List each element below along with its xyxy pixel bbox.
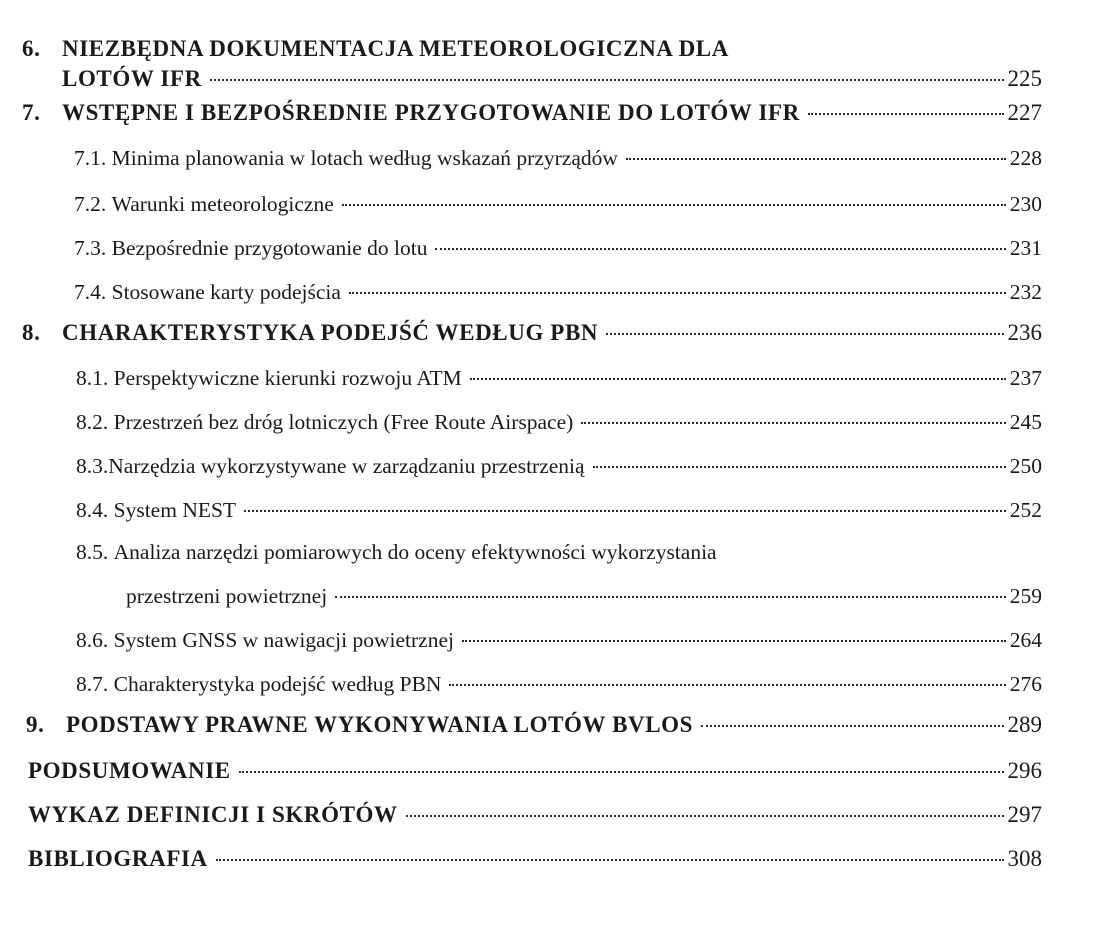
toc-leader-dots: [342, 204, 1006, 206]
toc-entry-7-2[interactable]: [74, 192, 1042, 217]
toc-leader-dots: [808, 113, 1004, 115]
toc-leader-dots: [470, 378, 1006, 380]
toc-leader-dots: [210, 79, 1004, 81]
toc-page-number: 228: [1009, 146, 1042, 170]
toc-entry-8-6[interactable]: [76, 628, 1042, 653]
toc-title: WYKAZ DEFINICJI I SKRÓTÓW: [28, 802, 398, 827]
toc-title: System NEST: [113, 498, 237, 522]
toc-entry-ch6[interactable]: [62, 66, 1042, 92]
toc-leader-dots: [244, 510, 1006, 512]
toc-number: 8.: [22, 320, 41, 345]
toc-entry-8-4[interactable]: [76, 498, 1042, 523]
toc-page-number: 289: [1007, 712, 1042, 737]
toc-number: 7.2.: [74, 192, 107, 216]
toc-leader-dots: [335, 596, 1006, 598]
toc-number: 8.3.: [76, 454, 109, 478]
toc-page-number: 297: [1007, 802, 1042, 827]
toc-page-number: 225: [1007, 66, 1042, 91]
toc-entry-7-3[interactable]: [74, 236, 1042, 261]
toc-entry-ch6-line1: [22, 36, 729, 62]
toc-leader-dots: [449, 684, 1005, 686]
toc-title: WSTĘPNE I BEZPOŚREDNIE PRZYGOTOWANIE DO LOTÓW IFR: [62, 100, 800, 125]
toc-leader-dots: [581, 422, 1005, 424]
toc-entry-8-7[interactable]: [76, 672, 1042, 697]
toc-number: 7.3.: [74, 236, 107, 260]
toc-number: 7.4.: [74, 280, 107, 304]
toc-title: Charakterystyka podejść według PBN: [113, 672, 442, 696]
toc-entry-ch8[interactable]: [22, 320, 1042, 346]
toc-leader-dots: [239, 771, 1004, 773]
toc-page-number: 232: [1009, 280, 1042, 304]
toc-number: 9.: [26, 712, 45, 737]
toc-number: 7.1.: [74, 146, 107, 170]
toc-title: BIBLIOGRAFIA: [28, 846, 208, 871]
toc-title: NIEZBĘDNA DOKUMENTACJA METEOROLOGICZNA DLA: [62, 36, 729, 61]
toc-number: 8.5.: [76, 540, 109, 564]
toc-title: Minima planowania w lotach według wskazań przyrządów: [111, 146, 618, 170]
toc-page-number: 230: [1009, 192, 1042, 216]
toc-title: Stosowane karty podejścia: [111, 280, 341, 304]
toc-number: 8.4.: [76, 498, 109, 522]
toc-title: Analiza narzędzi pomiarowych do oceny efektywności wykorzystania: [113, 540, 717, 564]
toc-number: 7.: [22, 100, 41, 125]
toc-title: Bezpośrednie przygotowanie do lotu: [111, 236, 428, 260]
toc-entry-8-2[interactable]: [76, 410, 1042, 435]
toc-title: LOTÓW IFR: [62, 66, 202, 91]
toc-page-number: 236: [1007, 320, 1042, 345]
toc-entry-8-1[interactable]: [76, 366, 1042, 391]
toc-leader-dots: [593, 466, 1006, 468]
toc-entry-bibliography[interactable]: [28, 846, 1042, 872]
toc-page-number: 308: [1007, 846, 1042, 871]
toc-page-number: 250: [1009, 454, 1042, 478]
toc-title: Warunki meteorologiczne: [111, 192, 334, 216]
toc-page-number: 276: [1009, 672, 1042, 696]
toc-entry-ch9[interactable]: [26, 712, 1042, 738]
toc-page-number: 245: [1009, 410, 1042, 434]
toc-leader-dots: [435, 248, 1005, 250]
toc-entry-8-3[interactable]: [76, 454, 1042, 479]
toc-leader-dots: [406, 815, 1004, 817]
toc-leader-dots: [216, 859, 1004, 861]
toc-entry-ch7[interactable]: [22, 100, 1042, 126]
toc-entry-7-1[interactable]: [74, 146, 1042, 171]
toc-number: 8.7.: [76, 672, 109, 696]
toc-title: System GNSS w nawigacji powietrznej: [113, 628, 454, 652]
toc-number: 8.6.: [76, 628, 109, 652]
toc-entry-8-5-line1: [76, 540, 717, 565]
toc-title: CHARAKTERYSTYKA PODEJŚĆ WEDŁUG PBN: [62, 320, 599, 345]
toc-page-number: 231: [1009, 236, 1042, 260]
toc-entry-summary[interactable]: [28, 758, 1042, 784]
toc-leader-dots: [462, 640, 1006, 642]
toc-page-number: 296: [1007, 758, 1042, 783]
toc-title: przestrzeni powietrznej: [126, 584, 328, 608]
toc-page-number: 259: [1009, 584, 1042, 608]
toc-page-number: 252: [1009, 498, 1042, 522]
toc-number: 8.1.: [76, 366, 109, 390]
toc-title: Przestrzeń bez dróg lotniczych (Free Route Airspace): [113, 410, 574, 434]
toc-page-number: 237: [1009, 366, 1042, 390]
toc-title: Perspektywiczne kierunki rozwoju ATM: [113, 366, 462, 390]
toc-entry-definitions[interactable]: [28, 802, 1042, 828]
toc-number: 6.: [22, 36, 41, 61]
toc-entry-8-5[interactable]: [126, 584, 1042, 609]
toc-leader-dots: [349, 292, 1006, 294]
toc-title: Narzędzia wykorzystywane w zarządzaniu przestrzenią: [108, 454, 585, 478]
toc-page-number: 227: [1007, 100, 1042, 125]
toc-page-number: 264: [1009, 628, 1042, 652]
toc-number: 8.2.: [76, 410, 109, 434]
toc-leader-dots: [626, 158, 1006, 160]
toc-title: PODSTAWY PRAWNE WYKONYWANIA LOTÓW BVLOS: [66, 712, 694, 737]
toc-entry-7-4[interactable]: [74, 280, 1042, 305]
toc-leader-dots: [701, 725, 1003, 727]
toc-leader-dots: [606, 333, 1003, 335]
toc-title: PODSUMOWANIE: [28, 758, 231, 783]
